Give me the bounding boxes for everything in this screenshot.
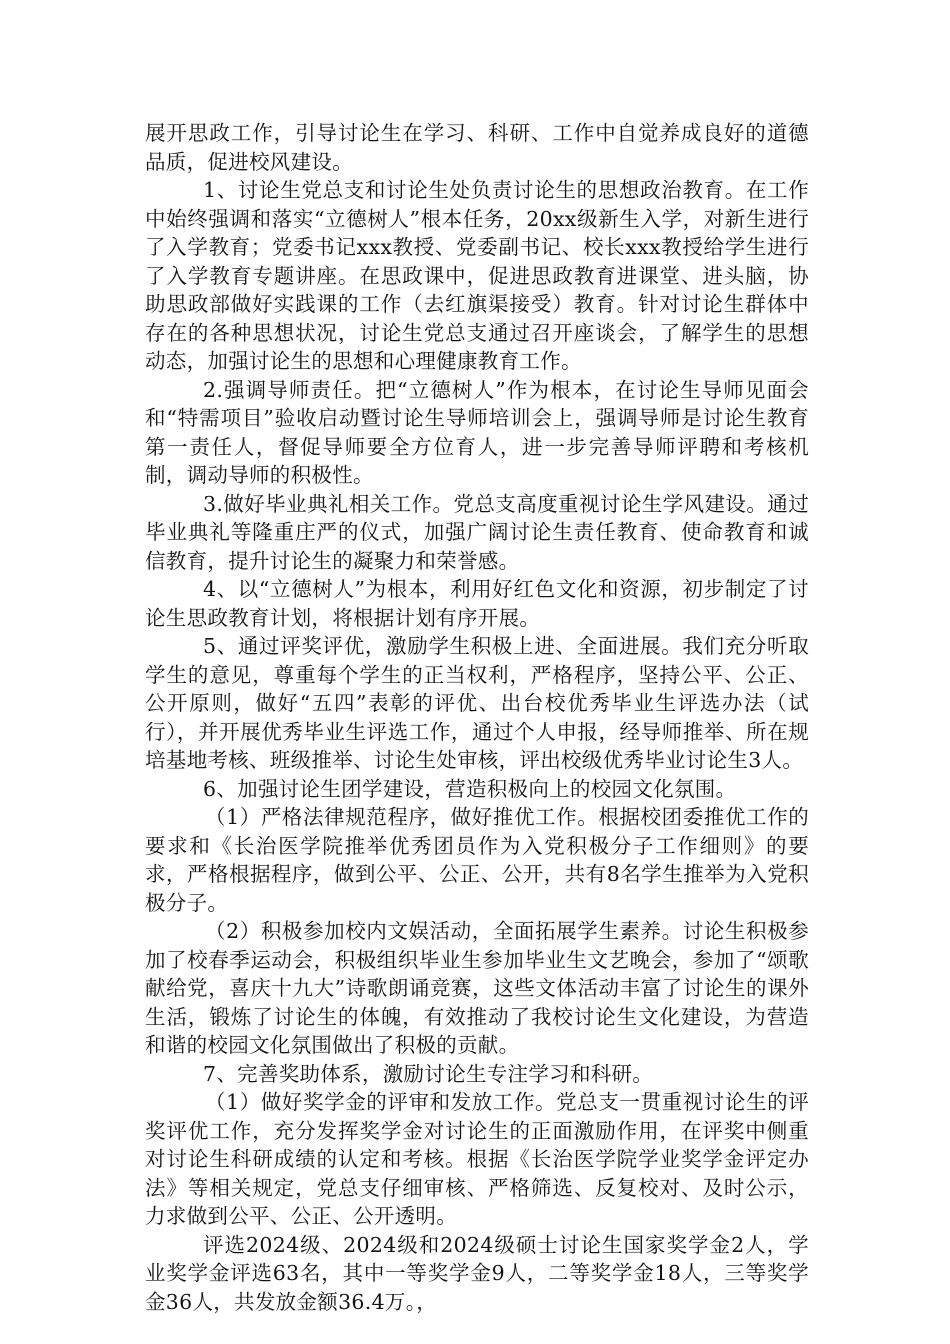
document-body <box>145 119 809 1316</box>
paragraph-item-7: 7、完善奖助体系，激励讨论生专注学习和科研。 <box>203 1061 654 1086</box>
paragraph-item-2: 2.强调导师责任。把“立德树人”作为根本，在讨论生导师见面会和“特需项目”验收启动暨讨论生导师培训会上，强调导师是讨论生教育第一责任人，督促导师要全方位育人，进一步完善导师评聘和考核机制，调动导师的积极性。 <box>145 377 809 487</box>
paragraph-item-4: 4、以“立德树人”为根本，利用好红色文化和资源，初步制定了讨论生思政教育计划，将根据计划有序开展。 <box>145 577 809 630</box>
paragraph-intro-continuation: 展开思政工作，引导讨论生在学习、科研、工作中自觉养成良好的道德品质，促进校风建设。 <box>145 121 809 174</box>
paragraph-scholarship-summary: 评选2024级、2024级和2024级硕士讨论生国家奖学金2人，学业奖学金评选63名，其中一等奖学金9人，二等奖学金18人，三等奖学金36人，共发放金额36.4万。， <box>145 1232 809 1314</box>
paragraph-item-3: 3.做好毕业典礼相关工作。党总支高度重视讨论生学风建设。通过毕业典礼等隆重庄严的仪式，加强广阔讨论生责任教育、使命教育和诚信教育，提升讨论生的凝聚力和荣誉感。 <box>145 491 809 573</box>
paragraph-item-6: 6、加强讨论生团学建设，营造积极向上的校园文化氛围。 <box>203 776 737 801</box>
paragraph-item-1: 1、讨论生党总支和讨论生处负责讨论生的思想政治教育。在工作中始终强调和落实“立德树人”根本任务，20xx级新生入学，对新生进行了入学教育；党委书记xxx教授、党委副书记、校长xxx教授给学生进行了入学教育专题讲座。在思政课中，促进思政教育进课堂、进头脑，协助思政部做好实践课的工作（去红旗渠接受）教育。针对讨论生群体中存在的各种思想状况，讨论生党总支通过召开座谈会，了解学生的思想动态，加强讨论生的思想和心理健康教育工作。 <box>145 178 809 373</box>
paragraph-item-6-1: （1）严格法律规范程序，做好推优工作。根据校团委推优工作的要求和《长治医学院推举优秀团员作为入党积极分子工作细则》的要求，严格根据程序，做到公平、公正、公开，共有8名学生推举为入党积极分子。 <box>145 805 809 915</box>
paragraph-item-7-1: （1）做好奖学金的评审和发放工作。党总支一贯重视讨论生的评奖评优工作，充分发挥奖学金对讨论生的正面激励作用，在评奖中侧重对讨论生科研成绩的认定和考核。根据《长治医学院学业奖学金评定办法》等相关规定，党总支仔细审核、严格筛选、反复校对、及时公示，力求做到公平、公正、公开透明。 <box>145 1090 809 1228</box>
paragraph-item-5: 5、通过评奖评优，激励学生积极上进、全面进展。我们充分听取学生的意见，尊重每个学生的正当权利，严格程序，坚持公平、公正、公开原则，做好“五四”表彰的评优、出台校优秀毕业生评选办法（试行），并开展优秀毕业生评选工作，通过个人申报，经导师推举、所在规培基地考核、班级推举、讨论生处审核，评出校级优秀毕业讨论生3人。 <box>145 634 809 772</box>
paragraph-item-6-2: （2）积极参加校内文娱活动，全面拓展学生素养。讨论生积极参加了校春季运动会，积极组织毕业生参加毕业生文艺晚会，参加了“颂歌献给党，喜庆十九大”诗歌朗诵竞赛，这些文体活动丰富了讨论生的课外生活，锻炼了讨论生的体魄，有效推动了我校讨论生文化建设，为营造和谐的校园文化氛围做出了积极的贡献。 <box>145 919 809 1057</box>
